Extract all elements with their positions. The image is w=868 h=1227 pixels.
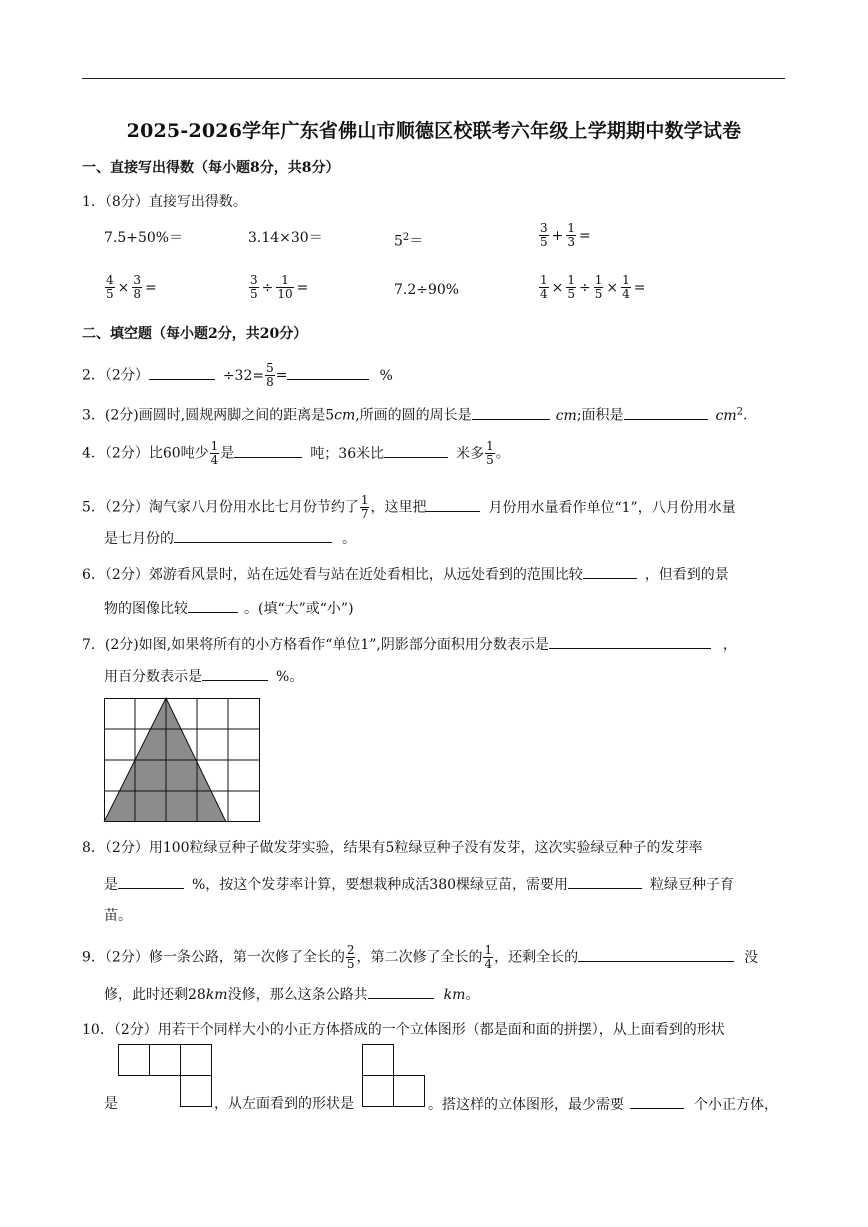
- q8-blank-1[interactable]: [118, 874, 184, 889]
- q1-item-g: 7.2÷90%: [394, 282, 460, 298]
- q1-item-e: $\frac{4}{5}$ × $\frac{3}{8}$ =: [106, 273, 157, 301]
- q3: 3．(2分)画圆时,圆规两脚之间的距离是5cm,所画的圆的周长是 cm;面积是 $cm^2$.: [82, 406, 748, 424]
- q10-line-2c: 。搭这样的立体图形，最少需要 个小正方体，: [428, 1094, 778, 1115]
- q1-item-h: $\frac{1}{4}$ × $\frac{1}{5}$ ÷ $\frac{1}{5}$ × $\frac{1}{4}$ =: [540, 273, 646, 301]
- q7-line-1: 7．(2分)如图,如果将所有的小方格看作“单位1”,阴影部分面积用分数表示是 ，: [82, 634, 737, 655]
- q7-blank-2[interactable]: [202, 666, 268, 681]
- q2: 2．（2分） ÷32= $\frac{5}{8}$ = %: [82, 361, 393, 389]
- q8-line-3: 苗。: [104, 908, 132, 924]
- q10-line-1: 10．（2分）用若干个同样大小的小正方体搭成的一个立体图形（都是面和面的拼摆），从上面看到的形状: [82, 1022, 725, 1038]
- q10-left-view-figure: [362, 1044, 426, 1108]
- q5-line-1: 5．（2分）淘气家八月份用水比七月份节约了 $\frac{1}{7}$ ，这里把 月份用水量看作单位“1”，八月份用水量: [82, 493, 736, 521]
- q9-blank-2[interactable]: [368, 984, 434, 999]
- q8-blank-2[interactable]: [568, 874, 642, 889]
- q2-blank-1[interactable]: [149, 365, 215, 380]
- q5-line-2: 是七月份的 。: [104, 528, 356, 549]
- q1-item-b: 3.14×30＝: [248, 230, 323, 246]
- q1-item-c: $5^2=$: [394, 232, 424, 250]
- q1-item-f: $\frac{3}{5}$ ÷ $\frac{1}{10}$ =: [250, 273, 309, 301]
- q3-blank-2[interactable]: [624, 405, 708, 420]
- section-2-heading: 二、填空题（每小题2分，共20分）: [82, 326, 308, 342]
- q7-line-2: 用百分数表示是 %。: [104, 666, 303, 687]
- header-rule: [82, 78, 785, 79]
- q4: 4．（2分）比60吨少 $\frac{1}{4}$ 是 吨；36米比 米多 $\frac{1}{5}$ 。: [82, 439, 510, 467]
- q1-stem: 1．（8分）直接写出得数。: [82, 194, 247, 210]
- section-1-heading: 一、直接写出得数（每小题8分，共8分）: [82, 160, 340, 176]
- q6-line-1: 6．（2分）郊游看风景时，站在远处看与站在近处看相比，从远处看到的范围比较 ，但看到的景: [82, 564, 729, 585]
- q8-line-2: 是 %，按这个发芽率计算，要想栽种成活380棵绿豆苗，需要用 粒绿豆种子育: [104, 874, 734, 895]
- q6-line-2: 物的图像比较 。(填“大”或“小”): [104, 598, 354, 619]
- q10-top-view-figure: [118, 1044, 212, 1108]
- q6-blank-1[interactable]: [583, 564, 637, 579]
- q9-blank-1[interactable]: [578, 947, 734, 962]
- q8-line-1: 8．（2分）用100粒绿豆种子做发芽实验，结果有5粒绿豆种子没有发芽，这次实验绿豆种子的发芽率: [82, 840, 703, 856]
- q1-item-d: $\frac{3}{5}$ + $\frac{1}{3}$ =: [540, 221, 591, 249]
- q1-item-a: 7.5+50%＝: [104, 230, 184, 246]
- q9-line-1: 9．（2分）修一条公路，第一次修了全长的 $\frac{2}{5}$ ，第二次修了全长的 $\frac{1}{4}$ ，还剩全长的 没: [82, 943, 759, 971]
- q7-blank-1[interactable]: [549, 634, 711, 649]
- q5-blank-1[interactable]: [426, 497, 480, 512]
- q6-blank-2[interactable]: [188, 598, 238, 613]
- q10-blank-1[interactable]: [630, 1094, 684, 1109]
- q7-grid-figure: [104, 698, 260, 822]
- q4-blank-2[interactable]: [384, 443, 448, 458]
- q2-blank-2[interactable]: [287, 365, 369, 380]
- q4-blank-1[interactable]: [234, 443, 302, 458]
- q9-line-2: 修，此时还剩28km没修，那么这条公路共 km。: [104, 984, 479, 1005]
- page-title: 2025-2026学年广东省佛山市顺德区校联考六年级上学期期中数学试卷: [126, 120, 742, 142]
- q10-line-2b: ，从左面看到的形状是: [214, 1096, 354, 1112]
- q5-blank-2[interactable]: [174, 528, 332, 543]
- q10-line-2a: 是: [104, 1096, 118, 1112]
- q3-blank-1[interactable]: [472, 405, 550, 420]
